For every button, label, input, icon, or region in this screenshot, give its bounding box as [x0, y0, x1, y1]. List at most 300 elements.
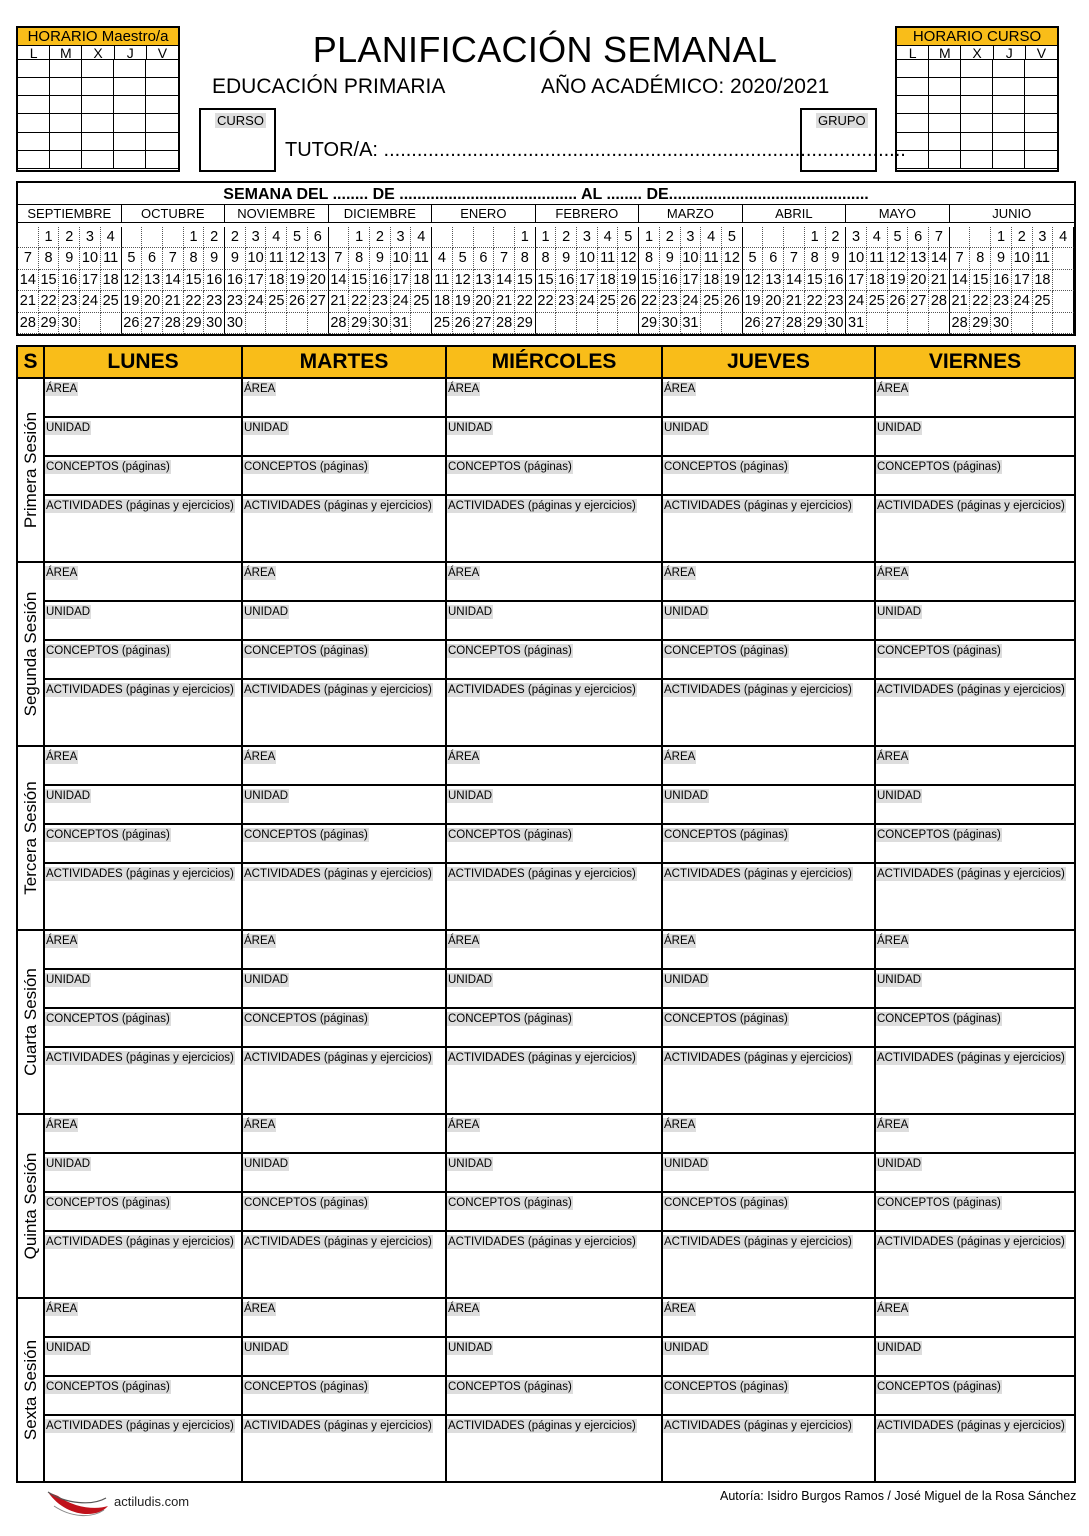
calendar-day[interactable]: 8: [639, 248, 660, 269]
planner-field[interactable]: [876, 563, 1074, 602]
calendar-day[interactable]: 10: [80, 248, 101, 269]
schedule-cell[interactable]: [18, 96, 50, 114]
schedule-cell[interactable]: [50, 133, 82, 151]
schedule-cell[interactable]: [1025, 96, 1057, 114]
planner-field[interactable]: [663, 1193, 874, 1232]
planner-field[interactable]: [663, 563, 874, 602]
schedule-cell[interactable]: [897, 114, 929, 132]
calendar-day[interactable]: 25: [867, 291, 888, 312]
calendar-day[interactable]: 25: [101, 291, 122, 312]
curso-field[interactable]: [199, 108, 276, 172]
calendar-day[interactable]: [101, 313, 122, 334]
planner-field[interactable]: [876, 786, 1074, 825]
calendar-day[interactable]: 11: [411, 248, 432, 269]
calendar-day[interactable]: 15: [970, 270, 991, 291]
calendar-day[interactable]: [453, 227, 474, 248]
planner-field[interactable]: [876, 1193, 1074, 1232]
schedule-cell[interactable]: [961, 78, 993, 96]
schedule-cell[interactable]: [1025, 78, 1057, 96]
calendar-day[interactable]: [722, 313, 743, 334]
planner-field[interactable]: [45, 864, 241, 929]
calendar-day[interactable]: 19: [122, 291, 143, 312]
calendar-day[interactable]: 9: [225, 248, 246, 269]
calendar-day[interactable]: 12: [722, 248, 743, 269]
planner-field[interactable]: [45, 1416, 241, 1481]
planner-field[interactable]: [243, 825, 445, 864]
calendar-day[interactable]: 2: [660, 227, 681, 248]
schedule-cell[interactable]: [897, 96, 929, 114]
planner-field[interactable]: [876, 1115, 1074, 1154]
planner-field[interactable]: [243, 1416, 445, 1481]
planner-field[interactable]: [243, 1154, 445, 1193]
calendar-day[interactable]: 23: [59, 291, 80, 312]
calendar-day[interactable]: 18: [266, 270, 287, 291]
calendar-day[interactable]: 7: [18, 248, 39, 269]
calendar-day[interactable]: [1053, 313, 1074, 334]
planner-field[interactable]: [243, 1338, 445, 1377]
calendar-day[interactable]: 4: [867, 227, 888, 248]
calendar-day[interactable]: 8: [536, 248, 557, 269]
planner-field[interactable]: [45, 602, 241, 641]
calendar-day[interactable]: [494, 227, 515, 248]
calendar-day[interactable]: [329, 227, 350, 248]
planner-field[interactable]: [663, 1299, 874, 1338]
calendar-day[interactable]: 19: [453, 291, 474, 312]
calendar-day[interactable]: 10: [391, 248, 412, 269]
calendar-day[interactable]: 8: [39, 248, 60, 269]
schedule-cell[interactable]: [18, 78, 50, 96]
calendar-day[interactable]: 28: [929, 291, 950, 312]
calendar-day[interactable]: 16: [370, 270, 391, 291]
planner-field[interactable]: [447, 379, 661, 418]
calendar-day[interactable]: 12: [888, 248, 909, 269]
calendar-day[interactable]: [1053, 270, 1074, 291]
planner-field[interactable]: [243, 563, 445, 602]
planner-field[interactable]: [663, 1232, 874, 1297]
calendar-day[interactable]: [308, 313, 329, 334]
calendar-day[interactable]: 29: [39, 313, 60, 334]
schedule-cell[interactable]: [1025, 60, 1057, 78]
planner-field[interactable]: [45, 379, 241, 418]
calendar-day[interactable]: 1: [536, 227, 557, 248]
planner-field[interactable]: [447, 1299, 661, 1338]
planner-field[interactable]: [243, 1377, 445, 1416]
calendar-day[interactable]: 2: [826, 227, 847, 248]
planner-field[interactable]: [663, 1416, 874, 1481]
calendar-day[interactable]: 16: [556, 270, 577, 291]
planner-field[interactable]: [663, 602, 874, 641]
calendar-day[interactable]: [556, 313, 577, 334]
calendar-day[interactable]: 3: [391, 227, 412, 248]
schedule-cell[interactable]: [146, 78, 178, 96]
calendar-day[interactable]: [970, 227, 991, 248]
calendar-day[interactable]: [287, 313, 308, 334]
calendar-day[interactable]: 15: [349, 270, 370, 291]
calendar-day[interactable]: 1: [515, 227, 536, 248]
schedule-cell[interactable]: [929, 60, 961, 78]
schedule-cell[interactable]: [146, 151, 178, 169]
planner-field[interactable]: [243, 379, 445, 418]
planner-field[interactable]: [447, 1377, 661, 1416]
calendar-day[interactable]: [867, 313, 888, 334]
calendar-day[interactable]: 26: [618, 291, 639, 312]
calendar-day[interactable]: [908, 313, 929, 334]
calendar-day[interactable]: 24: [80, 291, 101, 312]
calendar-day[interactable]: [1012, 313, 1033, 334]
planner-field[interactable]: [876, 379, 1074, 418]
schedule-cell[interactable]: [961, 133, 993, 151]
planner-field[interactable]: [243, 418, 445, 457]
calendar-day[interactable]: 14: [18, 270, 39, 291]
calendar-day[interactable]: 3: [681, 227, 702, 248]
calendar-day[interactable]: [142, 227, 163, 248]
schedule-cell[interactable]: [993, 60, 1025, 78]
week-range-line[interactable]: SEMANA DEL ........ DE ........................................ AL ........ DE.............................................: [18, 183, 1074, 205]
calendar-day[interactable]: [888, 313, 909, 334]
calendar-day[interactable]: 31: [681, 313, 702, 334]
schedule-cell[interactable]: [1025, 133, 1057, 151]
calendar-day[interactable]: 5: [122, 248, 143, 269]
calendar-day[interactable]: 20: [908, 270, 929, 291]
schedule-cell[interactable]: [146, 133, 178, 151]
calendar-day[interactable]: 21: [163, 291, 184, 312]
planner-field[interactable]: [663, 1115, 874, 1154]
calendar-day[interactable]: 26: [453, 313, 474, 334]
calendar-day[interactable]: 30: [991, 313, 1012, 334]
planner-field[interactable]: [663, 379, 874, 418]
calendar-day[interactable]: 7: [329, 248, 350, 269]
planner-field[interactable]: [663, 418, 874, 457]
planner-field[interactable]: [876, 418, 1074, 457]
planner-field[interactable]: [663, 457, 874, 496]
calendar-day[interactable]: 18: [101, 270, 122, 291]
planner-field[interactable]: [243, 747, 445, 786]
planner-field[interactable]: [876, 1416, 1074, 1481]
calendar-day[interactable]: 10: [577, 248, 598, 269]
schedule-cell[interactable]: [146, 60, 178, 78]
calendar-day[interactable]: 25: [1033, 291, 1054, 312]
calendar-day[interactable]: 27: [908, 291, 929, 312]
calendar-day[interactable]: 25: [411, 291, 432, 312]
schedule-cell[interactable]: [993, 78, 1025, 96]
calendar-day[interactable]: [122, 227, 143, 248]
schedule-cell[interactable]: [114, 151, 146, 169]
schedule-cell[interactable]: [961, 96, 993, 114]
calendar-day[interactable]: 21: [929, 270, 950, 291]
tutor-field[interactable]: TUTOR/A: ..............................................................................................: [285, 139, 906, 161]
calendar-day[interactable]: 5: [888, 227, 909, 248]
calendar-day[interactable]: 26: [722, 291, 743, 312]
calendar-day[interactable]: 23: [556, 291, 577, 312]
planner-field[interactable]: [45, 496, 241, 561]
calendar-day[interactable]: 12: [743, 270, 764, 291]
calendar-day[interactable]: 3: [80, 227, 101, 248]
calendar-day[interactable]: 6: [308, 227, 329, 248]
calendar-day[interactable]: [163, 227, 184, 248]
planner-field[interactable]: [663, 680, 874, 745]
schedule-cell[interactable]: [993, 151, 1025, 169]
schedule-cell[interactable]: [146, 96, 178, 114]
planner-field[interactable]: [876, 1232, 1074, 1297]
calendar-day[interactable]: [1053, 248, 1074, 269]
calendar-day[interactable]: 27: [763, 313, 784, 334]
planner-field[interactable]: [447, 1115, 661, 1154]
calendar-day[interactable]: 23: [370, 291, 391, 312]
calendar-day[interactable]: 1: [349, 227, 370, 248]
schedule-cell[interactable]: [114, 133, 146, 151]
calendar-day[interactable]: 2: [370, 227, 391, 248]
calendar-day[interactable]: 27: [474, 313, 495, 334]
planner-field[interactable]: [447, 602, 661, 641]
calendar-day[interactable]: 23: [826, 291, 847, 312]
planner-field[interactable]: [45, 1193, 241, 1232]
schedule-cell[interactable]: [82, 133, 114, 151]
calendar-day[interactable]: 24: [391, 291, 412, 312]
calendar-day[interactable]: 5: [453, 248, 474, 269]
planner-field[interactable]: [663, 641, 874, 680]
calendar-day[interactable]: 30: [59, 313, 80, 334]
planner-field[interactable]: [243, 1048, 445, 1113]
calendar-day[interactable]: 2: [59, 227, 80, 248]
schedule-cell[interactable]: [50, 60, 82, 78]
planner-field[interactable]: [447, 1193, 661, 1232]
schedule-cell[interactable]: [18, 60, 50, 78]
planner-field[interactable]: [876, 496, 1074, 561]
calendar-day[interactable]: 8: [515, 248, 536, 269]
calendar-day[interactable]: 15: [536, 270, 557, 291]
planner-field[interactable]: [876, 457, 1074, 496]
calendar-day[interactable]: 10: [246, 248, 267, 269]
planner-field[interactable]: [243, 602, 445, 641]
planner-field[interactable]: [45, 1009, 241, 1048]
planner-field[interactable]: [663, 496, 874, 561]
calendar-day[interactable]: 17: [80, 270, 101, 291]
planner-field[interactable]: [45, 1154, 241, 1193]
calendar-day[interactable]: 9: [59, 248, 80, 269]
calendar-day[interactable]: 22: [349, 291, 370, 312]
calendar-day[interactable]: 11: [432, 270, 453, 291]
schedule-cell[interactable]: [18, 114, 50, 132]
calendar-day[interactable]: 22: [39, 291, 60, 312]
calendar-day[interactable]: [618, 313, 639, 334]
calendar-day[interactable]: 2: [1012, 227, 1033, 248]
planner-field[interactable]: [876, 970, 1074, 1009]
calendar-day[interactable]: 3: [577, 227, 598, 248]
calendar-day[interactable]: 18: [701, 270, 722, 291]
schedule-cell[interactable]: [929, 96, 961, 114]
schedule-cell[interactable]: [961, 60, 993, 78]
calendar-day[interactable]: [701, 313, 722, 334]
calendar-day[interactable]: 20: [308, 270, 329, 291]
calendar-day[interactable]: 1: [805, 227, 826, 248]
calendar-day[interactable]: 12: [618, 248, 639, 269]
calendar-day[interactable]: 21: [784, 291, 805, 312]
planner-field[interactable]: [45, 1338, 241, 1377]
calendar-day[interactable]: [1033, 313, 1054, 334]
calendar-day[interactable]: 15: [184, 270, 205, 291]
calendar-day[interactable]: 6: [474, 248, 495, 269]
planner-field[interactable]: [447, 1338, 661, 1377]
schedule-cell[interactable]: [961, 151, 993, 169]
calendar-day[interactable]: [18, 227, 39, 248]
calendar-day[interactable]: [598, 313, 619, 334]
calendar-day[interactable]: 26: [287, 291, 308, 312]
schedule-cell[interactable]: [961, 114, 993, 132]
calendar-day[interactable]: 29: [639, 313, 660, 334]
planner-field[interactable]: [663, 825, 874, 864]
calendar-day[interactable]: 29: [184, 313, 205, 334]
planner-field[interactable]: [243, 786, 445, 825]
calendar-day[interactable]: 21: [950, 291, 971, 312]
planner-field[interactable]: [45, 825, 241, 864]
calendar-day[interactable]: [1053, 291, 1074, 312]
calendar-day[interactable]: 3: [846, 227, 867, 248]
calendar-day[interactable]: 8: [349, 248, 370, 269]
calendar-day[interactable]: 22: [639, 291, 660, 312]
calendar-day[interactable]: [763, 227, 784, 248]
planner-field[interactable]: [876, 825, 1074, 864]
schedule-cell[interactable]: [929, 114, 961, 132]
schedule-cell[interactable]: [114, 60, 146, 78]
planner-field[interactable]: [447, 457, 661, 496]
planner-field[interactable]: [876, 1048, 1074, 1113]
schedule-cell[interactable]: [897, 60, 929, 78]
calendar-day[interactable]: 16: [225, 270, 246, 291]
planner-field[interactable]: [45, 786, 241, 825]
calendar-day[interactable]: 4: [701, 227, 722, 248]
planner-field[interactable]: [447, 1154, 661, 1193]
schedule-cell[interactable]: [82, 78, 114, 96]
calendar-day[interactable]: 8: [184, 248, 205, 269]
calendar-day[interactable]: [929, 313, 950, 334]
planner-field[interactable]: [663, 970, 874, 1009]
calendar-day[interactable]: [536, 313, 557, 334]
calendar-day[interactable]: 7: [784, 248, 805, 269]
schedule-cell[interactable]: [114, 78, 146, 96]
calendar-day[interactable]: 9: [370, 248, 391, 269]
planner-field[interactable]: [243, 970, 445, 1009]
calendar-day[interactable]: 19: [287, 270, 308, 291]
calendar-day[interactable]: 4: [411, 227, 432, 248]
calendar-day[interactable]: 12: [122, 270, 143, 291]
calendar-day[interactable]: 22: [805, 291, 826, 312]
calendar-day[interactable]: 30: [660, 313, 681, 334]
calendar-day[interactable]: 13: [308, 248, 329, 269]
calendar-day[interactable]: 7: [950, 248, 971, 269]
calendar-day[interactable]: 30: [370, 313, 391, 334]
schedule-cell[interactable]: [50, 96, 82, 114]
planner-field[interactable]: [447, 496, 661, 561]
calendar-day[interactable]: 21: [329, 291, 350, 312]
planner-field[interactable]: [243, 457, 445, 496]
planner-field[interactable]: [876, 931, 1074, 970]
planner-field[interactable]: [663, 1377, 874, 1416]
calendar-day[interactable]: 26: [122, 313, 143, 334]
calendar-day[interactable]: 16: [660, 270, 681, 291]
calendar-day[interactable]: 18: [1033, 270, 1054, 291]
planner-field[interactable]: [876, 1154, 1074, 1193]
calendar-day[interactable]: 23: [991, 291, 1012, 312]
calendar-day[interactable]: 31: [846, 313, 867, 334]
calendar-day[interactable]: 6: [142, 248, 163, 269]
schedule-cell[interactable]: [993, 96, 1025, 114]
calendar-day[interactable]: [950, 227, 971, 248]
calendar-day[interactable]: 17: [846, 270, 867, 291]
planner-field[interactable]: [663, 931, 874, 970]
calendar-day[interactable]: 25: [701, 291, 722, 312]
calendar-day[interactable]: 2: [225, 227, 246, 248]
planner-field[interactable]: [663, 786, 874, 825]
calendar-day[interactable]: 31: [391, 313, 412, 334]
calendar-day[interactable]: 30: [204, 313, 225, 334]
planner-field[interactable]: [447, 864, 661, 929]
calendar-day[interactable]: [432, 227, 453, 248]
planner-field[interactable]: [876, 680, 1074, 745]
planner-field[interactable]: [663, 1338, 874, 1377]
planner-field[interactable]: [447, 1048, 661, 1113]
planner-field[interactable]: [45, 1299, 241, 1338]
calendar-day[interactable]: 10: [681, 248, 702, 269]
calendar-day[interactable]: 29: [349, 313, 370, 334]
planner-field[interactable]: [876, 1009, 1074, 1048]
planner-field[interactable]: [876, 602, 1074, 641]
planner-field[interactable]: [45, 1377, 241, 1416]
planner-field[interactable]: [663, 1009, 874, 1048]
calendar-day[interactable]: 2: [204, 227, 225, 248]
calendar-day[interactable]: 19: [618, 270, 639, 291]
calendar-day[interactable]: 28: [18, 313, 39, 334]
planner-field[interactable]: [447, 1009, 661, 1048]
calendar-day[interactable]: 27: [308, 291, 329, 312]
planner-field[interactable]: [45, 1232, 241, 1297]
planner-field[interactable]: [243, 496, 445, 561]
calendar-day[interactable]: 28: [950, 313, 971, 334]
schedule-cell[interactable]: [82, 60, 114, 78]
calendar-day[interactable]: 9: [660, 248, 681, 269]
calendar-day[interactable]: 30: [826, 313, 847, 334]
calendar-day[interactable]: 4: [266, 227, 287, 248]
calendar-day[interactable]: 25: [432, 313, 453, 334]
calendar-day[interactable]: 4: [101, 227, 122, 248]
schedule-cell[interactable]: [897, 78, 929, 96]
calendar-day[interactable]: 24: [246, 291, 267, 312]
schedule-cell[interactable]: [18, 151, 50, 169]
planner-field[interactable]: [876, 641, 1074, 680]
planner-field[interactable]: [447, 786, 661, 825]
calendar-day[interactable]: 15: [639, 270, 660, 291]
schedule-cell[interactable]: [50, 114, 82, 132]
calendar-day[interactable]: [246, 313, 267, 334]
calendar-day[interactable]: 22: [970, 291, 991, 312]
schedule-cell[interactable]: [18, 133, 50, 151]
calendar-day[interactable]: 23: [204, 291, 225, 312]
calendar-day[interactable]: 20: [763, 291, 784, 312]
calendar-day[interactable]: 20: [474, 291, 495, 312]
calendar-day[interactable]: 30: [225, 313, 246, 334]
calendar-day[interactable]: 6: [763, 248, 784, 269]
calendar-day[interactable]: 1: [991, 227, 1012, 248]
calendar-day[interactable]: 17: [246, 270, 267, 291]
planner-field[interactable]: [45, 641, 241, 680]
calendar-day[interactable]: 24: [681, 291, 702, 312]
calendar-day[interactable]: 13: [142, 270, 163, 291]
planner-field[interactable]: [447, 641, 661, 680]
calendar-day[interactable]: 10: [1012, 248, 1033, 269]
calendar-day[interactable]: 16: [59, 270, 80, 291]
schedule-cell[interactable]: [82, 114, 114, 132]
calendar-day[interactable]: 5: [743, 248, 764, 269]
planner-field[interactable]: [243, 864, 445, 929]
